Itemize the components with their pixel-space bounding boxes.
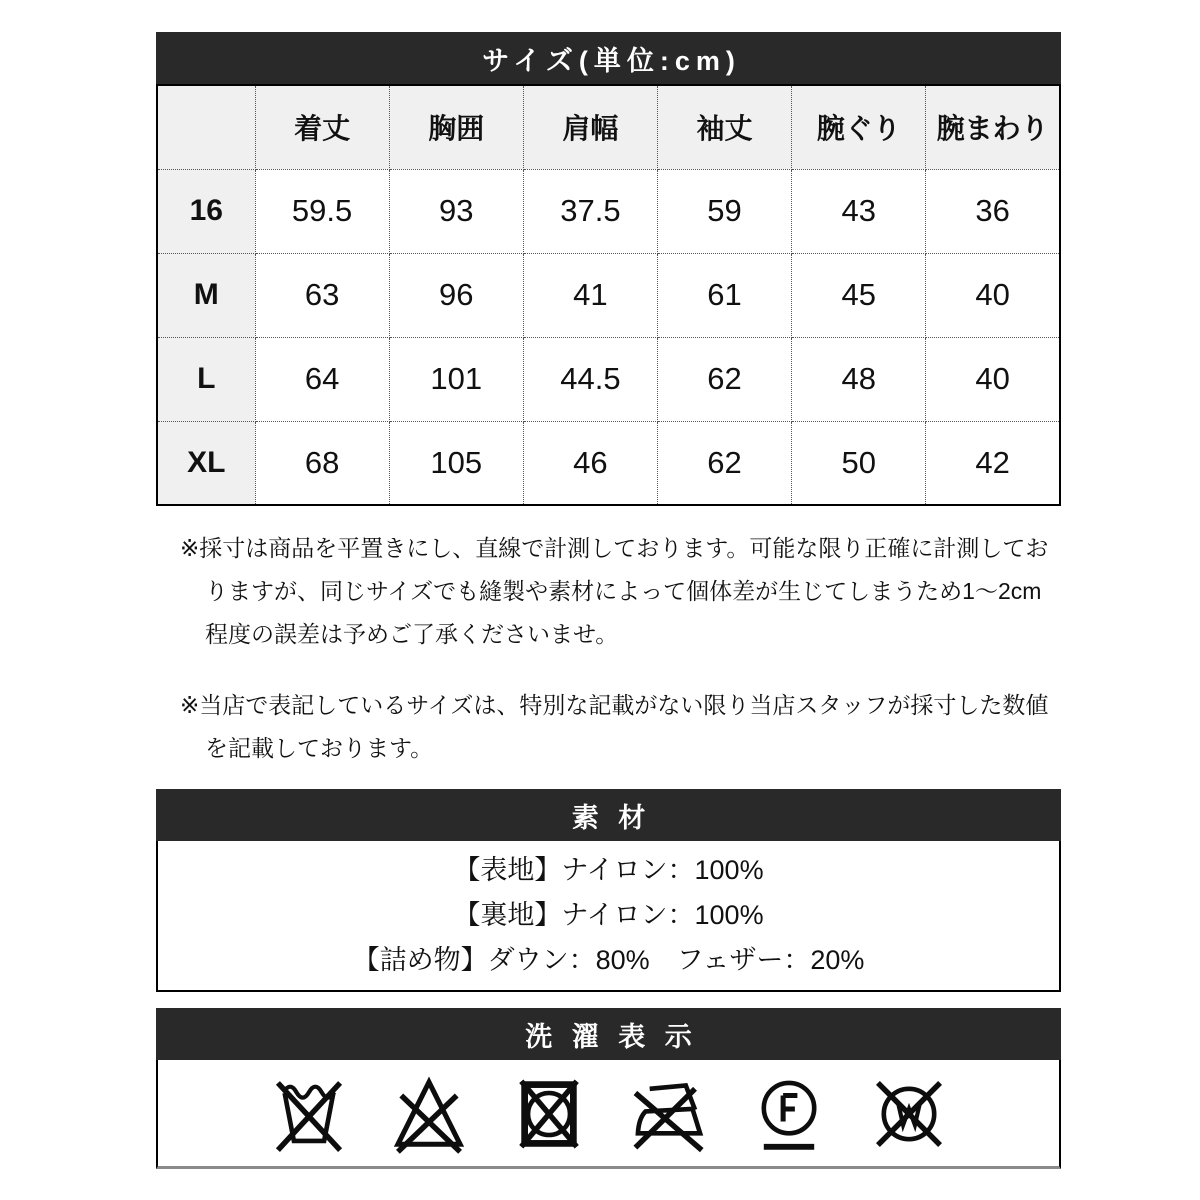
size-value: 96 [389,253,523,337]
table-row [157,169,1060,253]
material-filling: 【詰め物】ダウン：80% フェザー：20% [352,945,865,975]
size-row-label: M [157,253,255,337]
size-table-header-row [157,85,1060,169]
do-not-bleach-icon [387,1072,471,1156]
size-value: 36 [926,169,1060,253]
size-row-label: XL [157,421,255,505]
size-value: 101 [389,337,523,421]
size-value: 68 [255,421,389,505]
size-value: 41 [523,253,657,337]
table-row [157,337,1060,421]
size-value: 93 [389,169,523,253]
size-value: 59 [657,169,791,253]
size-value: 42 [926,421,1060,505]
size-value: 59.5 [255,169,389,253]
size-value: 48 [792,337,926,421]
size-value: 62 [657,421,791,505]
size-table-col-header: 腕まわり [926,85,1060,169]
size-value: 46 [523,421,657,505]
size-row-label: L [157,337,255,421]
size-table-col-header: 着丈 [255,85,389,169]
do-not-wash-icon [267,1072,351,1156]
size-value: 105 [389,421,523,505]
size-table-corner-cell [157,85,255,169]
staff-measurement-note: ※当店で表記しているサイズは、特別な記載がない限り当店スタッフが採寸した数値を記載しております。 [180,692,1049,761]
size-value: 61 [657,253,791,337]
size-value: 40 [926,337,1060,421]
size-chart-title-bar [156,32,1061,84]
do-not-iron-icon [627,1072,711,1156]
size-table-col-header: 肩幅 [523,85,657,169]
size-chart-section [156,32,1061,506]
table-row [157,421,1060,505]
material-title-bar [156,789,1061,841]
size-table [156,84,1061,506]
do-not-wet-clean-icon [867,1072,951,1156]
size-chart-title: サイズ(単位:cm) [482,45,741,76]
material-lining: 【裏地】ナイロン：100% [453,900,764,930]
size-value: 37.5 [523,169,657,253]
size-table-col-header: 胸囲 [389,85,523,169]
material-title: 素 材 [571,802,652,833]
size-row-label: 16 [157,169,255,253]
size-value: 45 [792,253,926,337]
size-value: 62 [657,337,791,421]
size-value: 50 [792,421,926,505]
table-row [157,253,1060,337]
size-table-col-header: 袖丈 [657,85,791,169]
laundry-title-bar [156,1008,1061,1060]
size-value: 44.5 [523,337,657,421]
material-outer-fabric: 【表地】ナイロン：100% [453,855,764,885]
size-value: 43 [792,169,926,253]
size-value: 40 [926,253,1060,337]
size-table-col-header: 腕ぐり [792,85,926,169]
laundry-title: 洗 濯 表 示 [525,1021,698,1052]
laundry-symbols-row [156,1060,1061,1169]
size-value: 63 [255,253,389,337]
dry-clean-petroleum-f-icon [747,1072,831,1156]
laundry-care-section [156,1008,1061,1169]
size-value: 64 [255,337,389,421]
measurement-disclaimer-note: ※採寸は商品を平置きにし、直線で計測しております。可能な限り正確に計測しておりますが、同じサイズでも縫製や素材によって個体差が生じてしまうため1〜2cm程度の誤差は予めご了承くださいませ。 [180,535,1049,647]
material-content [156,841,1061,992]
material-section [156,789,1061,992]
do-not-tumble-dry-icon [507,1072,591,1156]
